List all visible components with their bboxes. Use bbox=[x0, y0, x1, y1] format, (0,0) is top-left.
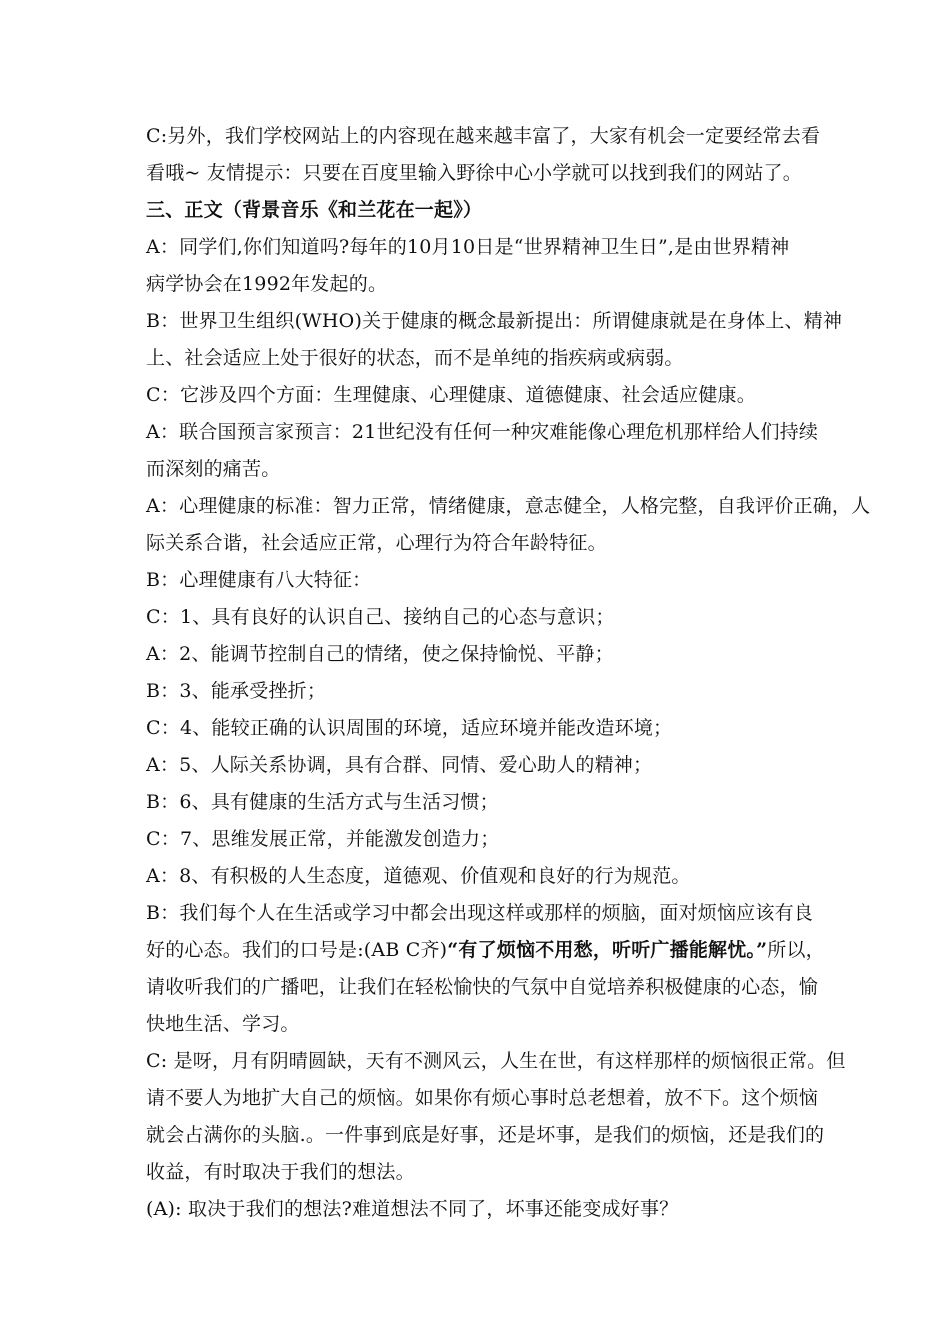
paragraph-line: 看哦~ 友情提示：只要在百度里输入野徐中心小学就可以找到我们的网站了。 bbox=[146, 162, 802, 184]
paragraph-line: 请不要人为地扩大自己的烦恼。如果你有烦心事时总老想着，放不下。这个烦恼 bbox=[146, 1087, 819, 1109]
paragraph-line: A：联合国预言家预言：21世纪没有任何一种灾难能像心理危机那样给人们持续 bbox=[146, 421, 819, 443]
paragraph-line: C：1、具有良好的认识自己、接纳自己的心态与意识； bbox=[146, 606, 615, 628]
paragraph-line: 病学协会在1992年发起的。 bbox=[146, 273, 388, 295]
paragraph-line: 请收听我们的广播吧，让我们在轻松愉快的气氛中自觉培养积极健康的心态，愉 bbox=[146, 976, 819, 998]
paragraph-line: 上、社会适应上处于很好的状态，而不是单纯的指疾病或病弱。 bbox=[146, 347, 684, 369]
paragraph-line: A：心理健康的标准：智力正常，情绪健康，意志健全，人格完整，自我评价正确，人 bbox=[146, 495, 871, 517]
section-heading: 三、正文（背景音乐《和兰花在一起》） bbox=[146, 199, 483, 221]
paragraph-line: A：8、有积极的人生态度，道德观、价值观和良好的行为规范。 bbox=[146, 865, 691, 887]
slogan-prefix: 好的心态。我们的口号是:(AB C齐) bbox=[146, 939, 448, 961]
paragraph-line: 而深刻的痛苦。 bbox=[146, 458, 281, 480]
paragraph-line: A：同学们,你们知道吗?每年的10月10日是“世界精神卫生日”,是由世界精神 bbox=[146, 236, 790, 258]
paragraph-line: 际关系合谐，社会适应正常，心理行为符合年龄特征。 bbox=[146, 532, 607, 554]
paragraph-line: B：世界卫生组织(WHO)关于健康的概念最新提出：所谓健康就是在身体上、精神 bbox=[146, 310, 843, 332]
paragraph-line: 收益，有时取决于我们的想法。 bbox=[146, 1161, 415, 1183]
paragraph-line: A：2、能调节控制自己的情绪，使之保持愉悦、平静； bbox=[146, 643, 614, 665]
document-body bbox=[146, 118, 871, 1228]
paragraph-line: 就会占满你的头脑.。一件事到底是好事，还是坏事，是我们的烦恼，还是我们的 bbox=[146, 1124, 825, 1146]
paragraph-line: B：3、能承受挫折； bbox=[146, 680, 327, 702]
paragraph-line: C：4、能较正确的认识周围的环境，适应环境并能改造环境； bbox=[146, 717, 673, 739]
paragraph-line: C:另外，我们学校网站上的内容现在越来越丰富了，大家有机会一定要经常去看 bbox=[146, 125, 821, 147]
slogan-line bbox=[146, 932, 825, 969]
paragraph-line: B：心理健康有八大特征： bbox=[146, 569, 372, 591]
paragraph-line: B：我们每个人在生活或学习中都会出现这样或那样的烦脑，面对烦恼应该有良 bbox=[146, 902, 813, 924]
slogan-text: “有了烦恼不用愁，听听广播能解忧。” bbox=[447, 939, 768, 961]
paragraph-line: B：6、具有健康的生活方式与生活习惯； bbox=[146, 791, 499, 813]
paragraph-line: 快地生活、学习。 bbox=[146, 1013, 300, 1035]
paragraph-line: A：5、人际关系协调，具有合群、同情、爱心助人的精神； bbox=[146, 754, 653, 776]
paragraph-line: C：7、思维发展正常，并能激发创造力； bbox=[146, 828, 500, 850]
paragraph-line: C: 是呀，月有阴晴圆缺，天有不测风云，人生在世，有这样那样的烦恼很正常。但 bbox=[146, 1050, 846, 1072]
paragraph-line: C：它涉及四个方面：生理健康、心理健康、道德健康、社会适应健康。 bbox=[146, 384, 756, 406]
paragraph-line: (A): 取决于我们的想法?难道想法不同了，坏事还能变成好事？ bbox=[146, 1198, 679, 1220]
slogan-suffix: 所以， bbox=[767, 939, 825, 961]
